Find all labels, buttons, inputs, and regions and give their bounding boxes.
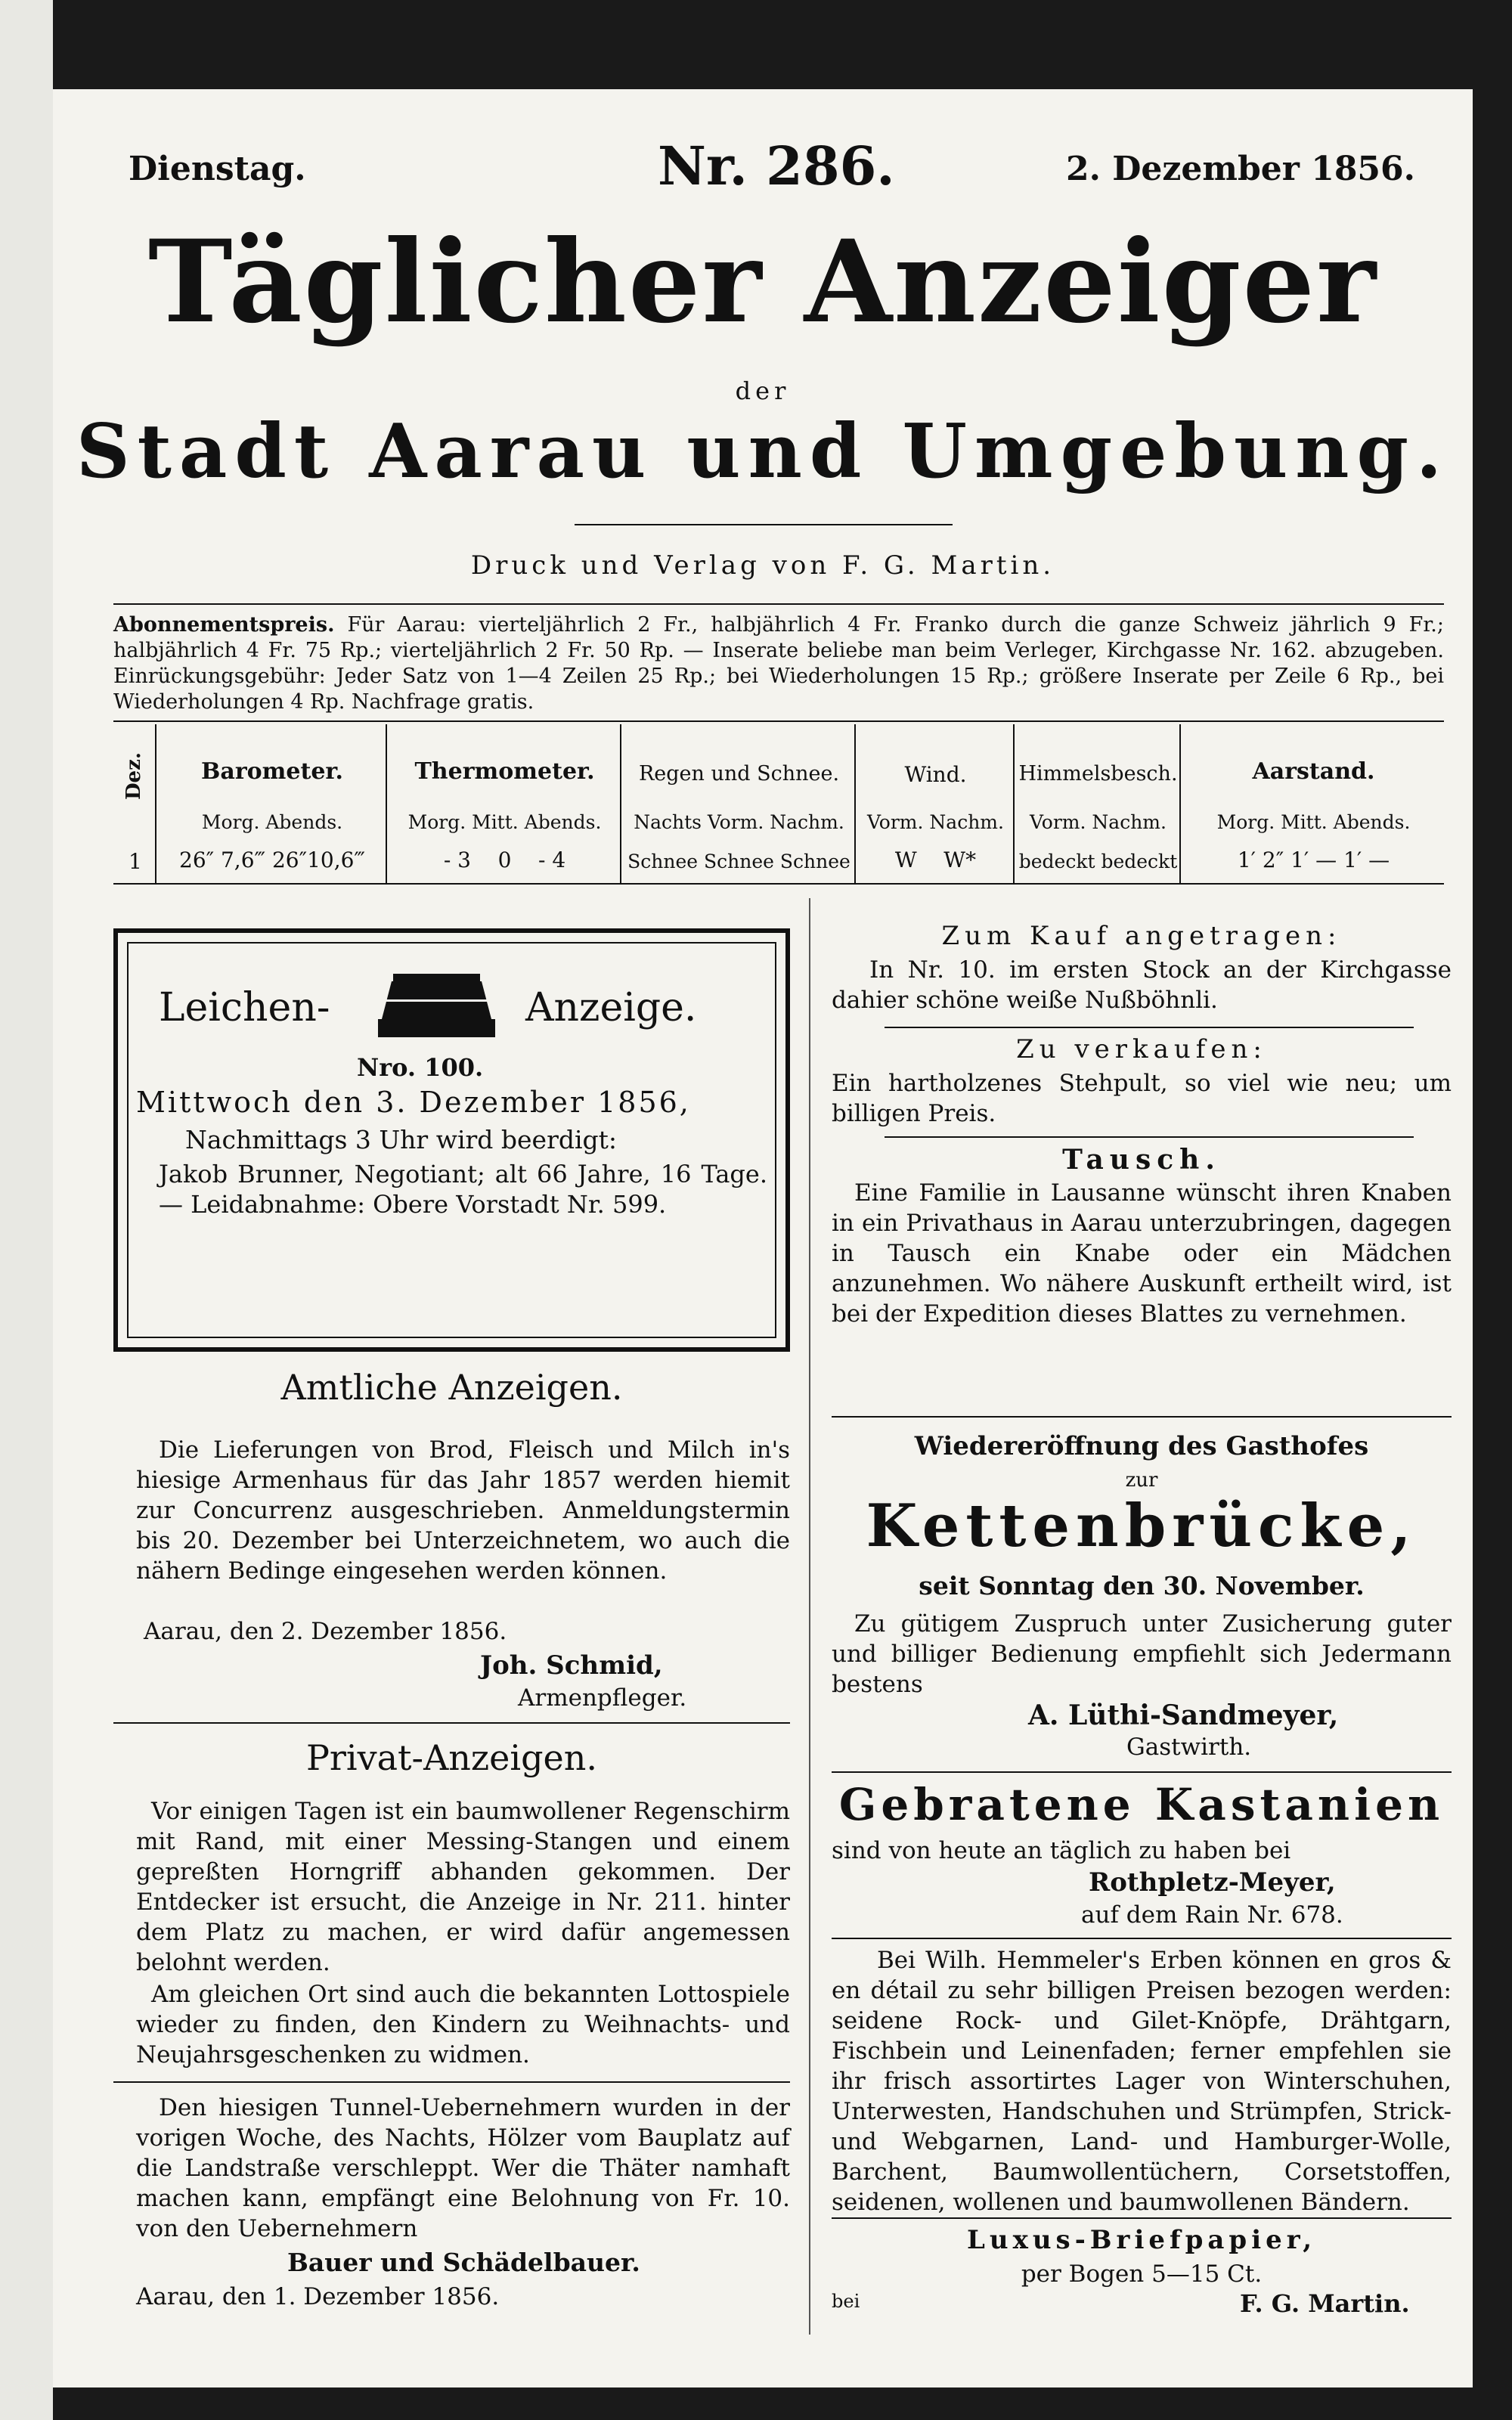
private-p3: Den hiesigen Tunnel-Uebernehmern wurden in der vorigen Woche, des Nachts, Hölzer vom Bauplatz auf die Landstraße verschleppt. Wer die Thäter namhaft machen kann, empfängt eine Belohnung von Fr. 10. von den Uebernehmern	[136, 2094, 790, 2242]
swap-heading: Tausch.	[1062, 1144, 1221, 1176]
issue-date: 2. Dezember 1856.	[1066, 150, 1415, 188]
masthead-der: der	[735, 376, 791, 405]
table-rule-top	[113, 720, 1444, 722]
death-notice-line1: Mittwoch den 3. Dezember 1856,	[136, 1086, 691, 1119]
publisher-line: Druck und Verlag von F. G. Martin.	[470, 550, 1055, 581]
chestnut-address: auf dem Rain Nr. 678.	[1081, 1901, 1343, 1929]
official-role: Armenpfleger.	[518, 1684, 687, 1712]
official-signer: Joh. Schmid,	[480, 1650, 663, 1681]
sale-text: In Nr. 10. im ersten Stock an der Kirchgasse dahier schöne weiße Nußböhnli.	[832, 956, 1452, 1014]
private-p3-sign: Bauer und Schädelbauer.	[287, 2248, 640, 2277]
inn-text: Zu gütigem Zuspruch unter Zusicherung guter und billiger Bedienung empfiehlt sich Jedermann bestens	[832, 1610, 1452, 1698]
death-notice-title-left: Leichen-	[159, 985, 330, 1030]
inn-since: seit Sonntag den 30. November.	[919, 1571, 1365, 1600]
wind-title: Wind.	[904, 762, 967, 787]
thermometer-sub: Morg. Mitt. Abends.	[407, 811, 602, 833]
sale-heading: Zum Kauf angetragen:	[941, 921, 1342, 951]
sell-text: Ein hartholzenes Stehpult, so viel wie neu; um billigen Preis.	[832, 1070, 1452, 1127]
private-p3-date: Aarau, den 1. Dezember 1856.	[136, 2283, 500, 2310]
column-divider	[809, 898, 810, 2335]
private-p1: Vor einigen Tagen ist ein baumwollener Regenschirm mit Rand, mit einer Messing-Stangen und einem gepreßten Horngriff abhanden gekommen. Der Entdecker ist ersucht, die Anzeige in Nr. 211. hinter dem Platz zu machen, er wird dafür angemessen belohnt werden.	[136, 1798, 790, 1976]
chestnut-sign: Rothpletz-Meyer,	[1089, 1867, 1336, 1898]
inn-line2: zur	[1125, 1469, 1158, 1492]
wind-values: W W*	[894, 847, 977, 872]
newspaper-page	[53, 89, 1473, 2387]
subscription-label: Abonnementspreis.	[113, 613, 335, 637]
weather-col-dez: Dez.	[122, 752, 145, 800]
thermometer-title: Thermometer.	[414, 758, 595, 785]
weather-day: 1	[129, 849, 142, 874]
river-title: Aarstand.	[1252, 758, 1375, 785]
day-label: Dienstag.	[129, 150, 306, 188]
thermometer-values: - 3 0 - 4	[443, 847, 566, 872]
rain-sub: Nachts Vorm. Nachm.	[634, 811, 844, 833]
subscription-text: Für Aarau: vierteljährlich 2 Fr., halbjährlich 4 Fr. Franko durch die ganze Schweiz jährlich 9 Fr.; halbjährlich 4 Fr. 75 Rp.; vierteljährlich 2 Fr. 50 Rp. — Inserate beliebe man beim Verleger, Kirchgasse Nr. 162. abzugeben. Einrückungsgebühr: Jeder Satz von 1—4 Zeilen 25 Rp.; bei Wiederholungen 15 Rp.; größere Inserate per Zeile 6 Rp., bei Wiederholungen 4 Rp. Nachfrage gratis.	[113, 613, 1444, 714]
letterpaper-bei: bei	[832, 2291, 860, 2312]
sky-title: Himmelsbesch.	[1018, 762, 1178, 785]
subscription-info	[113, 612, 1444, 715]
private-p2: Am gleichen Ort sind auch die bekannten Lottospiele wieder zu finden, den Kindern zu Weihnachts- und Neujahrsgeschenken zu widmen.	[136, 1981, 790, 2068]
inn-line1: Wiedereröffnung des Gasthofes	[914, 1431, 1369, 1461]
masthead-subtitle: Stadt Aarau und Umgebung.	[76, 408, 1450, 495]
inn-role: Gastwirth.	[1126, 1734, 1252, 1761]
official-heading: Amtliche Anzeigen.	[280, 1367, 623, 1408]
chestnut-heading: Gebratene Kastanien	[838, 1779, 1445, 1830]
wind-sub: Vorm. Nachm.	[867, 811, 1004, 833]
death-notice-line2: Nachmittags 3 Uhr wird beerdigt:	[185, 1125, 618, 1154]
inn-sign: A. Lüthi-Sandmeyer,	[1028, 1700, 1339, 1731]
barometer-sub: Morg. Abends.	[201, 811, 343, 833]
sky-sub: Vorm. Nachm.	[1030, 811, 1167, 833]
rule	[113, 2081, 790, 2083]
sky-values: bedeckt bedeckt	[1018, 851, 1178, 872]
rule	[113, 1722, 790, 1724]
coffin-icon	[370, 966, 503, 1042]
issue-number: Nr. 286.	[658, 135, 895, 197]
masthead-rule	[575, 524, 953, 525]
scan-page-edge	[0, 0, 53, 2420]
swap-text: Eine Familie in Lausanne wünscht ihren Knaben in ein Privathaus in Aarau unterzubringen, dagegen in Tausch ein Knabe oder ein Mädchen anzunehmen. Wo nähere Auskunft ertheilt wird, ist bei der Expedition dieses Blattes zu vernehmen.	[832, 1179, 1452, 1328]
table-rule-bottom	[113, 883, 1444, 885]
letterpaper-heading: Luxus-Briefpapier,	[966, 2225, 1317, 2255]
death-notice-line3: Jakob Brunner, Negotiant; alt 66 Jahre, 16 Tage. — Leidabnahme: Obere Vorstadt Nr. 599.	[159, 1160, 767, 1219]
hemmeler-text: Bei Wilh. Hemmeler's Erben können en gros & en détail zu sehr billigen Preisen bezogen werden: seidene Rock- und Gilet-Knöpfe, Drähtgarn, Fischbein und Leinenfaden; ferner empfehlen sie ihr frisch assortirtes Lager von Winterschuhen, Unterwesten, Handschuhen und Strümpfen, Strick- und Webgarnen, Land- und Hamburger-Wolle, Barchent, Baumwollentüchern, Corsetstoffen, seidenen, wollenen und baumwollenen Bändern.	[832, 1947, 1452, 2216]
river-values: 1′ 2″ 1′ — 1′ —	[1237, 847, 1390, 872]
rule	[113, 603, 1444, 605]
official-place-date: Aarau, den 2. Dezember 1856.	[144, 1618, 507, 1645]
barometer-title: Barometer.	[201, 758, 343, 785]
river-sub: Morg. Mitt. Abends.	[1216, 811, 1411, 833]
sell-heading: Zu verkaufen:	[1016, 1034, 1267, 1064]
rain-title: Regen und Schnee.	[638, 762, 840, 785]
barometer-values: 26″ 7,6‴ 26″10,6‴	[179, 847, 365, 872]
death-notice-number: Nro. 100.	[357, 1053, 484, 1082]
letterpaper-price: per Bogen 5—15 Ct.	[1021, 2260, 1263, 2288]
private-heading: Privat-Anzeigen.	[305, 1737, 598, 1778]
official-text: Die Lieferungen von Brod, Fleisch und Milch in's hiesige Armenhaus für das Jahr 1857 werden hiemit zur Concurrenz ausgeschrieben. Anmeldungstermin bis 20. Dezember bei Unterzeichnetem, wo auch die nähern Bedinge eingesehen werden können.	[136, 1436, 790, 1585]
chestnut-text: sind von heute an täglich zu haben bei	[832, 1837, 1291, 1864]
rain-values: Schnee Schnee Schnee	[627, 851, 850, 872]
inn-name: Kettenbrücke,	[866, 1492, 1418, 1560]
letterpaper-sign: F. G. Martin.	[1240, 2289, 1410, 2318]
masthead-title: Täglicher Anzeiger	[147, 215, 1378, 349]
death-notice-title-right: Anzeige.	[525, 985, 697, 1030]
